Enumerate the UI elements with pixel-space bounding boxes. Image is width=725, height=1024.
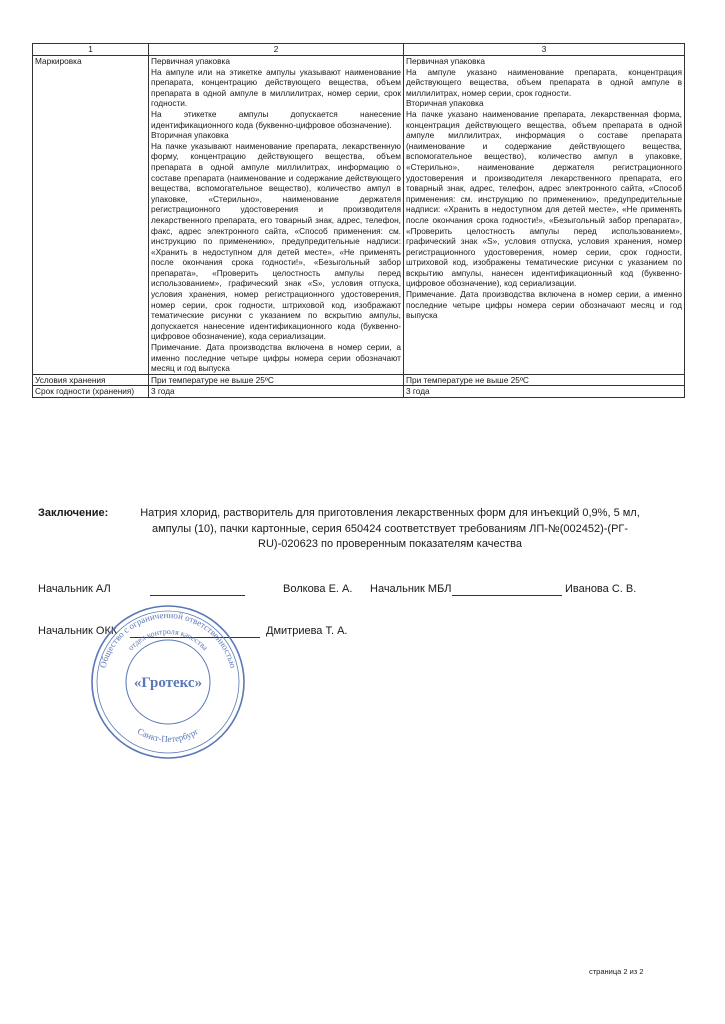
signatory-okk-name: Дмитриева Т. А. — [266, 625, 348, 637]
paragraph: Вторичная упаковка — [151, 130, 229, 141]
result-cell: 3 года — [404, 386, 685, 398]
requirement-cell: При температуре не выше 25ºС — [149, 374, 404, 386]
stamp-center-text: «Гротекс» — [133, 675, 203, 691]
paragraph: Первичная упаковка — [406, 56, 485, 66]
requirement-cell — [149, 56, 404, 375]
table-row-storage — [33, 374, 685, 386]
stamp-ring-bottom: Санкт-Петербург — [135, 725, 201, 745]
paragraph: Первичная упаковка — [151, 56, 230, 66]
row-label: Срок годности (хранения) — [33, 386, 149, 398]
stamp-ring-inner: отдел контроля качества — [126, 626, 210, 653]
row-label: Условия хранения — [33, 374, 149, 386]
paragraph: Примечание. Дата производства включена в номер серии, а именно последние четыре цифры номера серии обозначают месяц и год выпуска — [406, 289, 682, 321]
conclusion-text: Натрия хлорид, растворитель для приготовления лекарственных форм для инъекций 0,9%, 5 мл, ампулы (10), пачки картонные, серия 650424 соответствует требованиям ЛП-№(002452)-(РГ-RU)-020623 по проверенным показателям качества — [140, 507, 640, 550]
paragraph: Примечание. Дата производства включена в номер серии, а именно последние четыре цифры номера серии обозначают месяц и год выпуска — [151, 342, 401, 374]
paragraph: На пачке указано наименование препарата, лекарственная форма, концентрация действующего вещества, объем препарата в одной ампуле миллилитрах, информация о составе препарата (наименование и содержание действующего вещества, вспомогательное вещество), количество ампул в упаковке, «Стерильно», наименование держателя регистрационного удостоверения и производителя лекарственного препарата, его товарный знак, адрес, телефон, адрес электронного сайта, «Способ применения: см. инструкцию по применению», предупредительные надписи: «Хранить в недоступном для детей месте», «Не применять после окончания срока годности!», «Безыгольный забор препарата», «Проверить целостность ампулы перед использованием», графический знак «S», условия отпуска, условия хранения, номер регистрационного удостоверения, номер серии, срок годности, штриховой код, изображены тематические рисунки с указанием по вскрытию ампулы, нанесен идентификационный код (буквенно-цифровое обозначение), код сериализации. — [406, 108, 682, 289]
paragraph: На ампуле указано наименование препарата, концентрация действующего вещества, объем препарата в одной ампуле в миллилитрах, номер серии, срок годности. — [406, 66, 682, 98]
signatory-al-name: Волкова Е. А. — [283, 583, 353, 595]
requirement-cell: 3 года — [149, 386, 404, 398]
signatory-mbl-title: Начальник МБЛ — [370, 583, 452, 595]
signature-line — [150, 595, 245, 596]
header-col-3: 3 — [404, 44, 685, 56]
header-col-1: 1 — [33, 44, 149, 56]
signatory-al-title: Начальник АЛ — [38, 583, 111, 595]
paragraph: На ампуле или на этикетке ампулы указывают наименование препарата, концентрацию действующего вещества, объем препарата в одной ампуле в миллилитрах, номер серии, срок годности. — [151, 66, 401, 109]
table-row-shelf-life — [33, 386, 685, 398]
paragraph: Вторичная упаковка — [406, 98, 484, 109]
header-col-2: 2 — [149, 44, 404, 56]
row-label: Маркировка — [33, 56, 149, 375]
table-header-row — [33, 44, 685, 56]
result-cell — [404, 56, 685, 375]
paragraph: На этикетке ампулы допускается нанесение идентификационного кода (буквенно-цифровое обозначение). — [151, 108, 401, 130]
conclusion-label: Заключение: — [38, 507, 109, 519]
signatory-mbl-name: Иванова С. В. — [565, 583, 637, 595]
specification-table — [32, 43, 685, 398]
result-cell: При температуре не выше 25ºС — [404, 374, 685, 386]
svg-text:Санкт-Петербург — [136, 726, 201, 744]
stamp-ring-top: Общество с ограниченной ответственностью — [97, 609, 239, 669]
table-row-marking — [33, 56, 685, 375]
paragraph: На пачке указывают наименование препарата, лекарственную форму, концентрацию действующего вещества, объем препарата в одной ампуле миллилитрах, информацию о составе препарата (наименование и содержание действующего вещества, вспомогательное вещество), количество ампул в упаковке, «Стерильно», наименование держателя регистрационного удостоверения и производителя лекарственного препарата, его товарный знак, адрес, телефон, факс, адрес электронного сайта, «Способ применения: см. инструкцию по применению», предупредительные надписи: «Хранить в недоступном для детей месте», «Не применять после окончания срока годности!», «Безыгольный забор препарата», «Проверить целостность ампулы перед использованием», графический знак «S», условия отпуска, условия хранения, номер регистрационного удостоверения, номер серии, срок годности, штриховой код, изображают тематические рисунки с указанием по вскрытию ампулы, допускается нанесение идентификационного кода (буквенно-цифровое обозначение), кода сериализации. — [151, 140, 401, 342]
page-number: страница 2 из 2 — [589, 967, 644, 976]
signatory-okk-title: Начальник ОКК — [38, 625, 118, 637]
company-stamp — [88, 602, 248, 762]
